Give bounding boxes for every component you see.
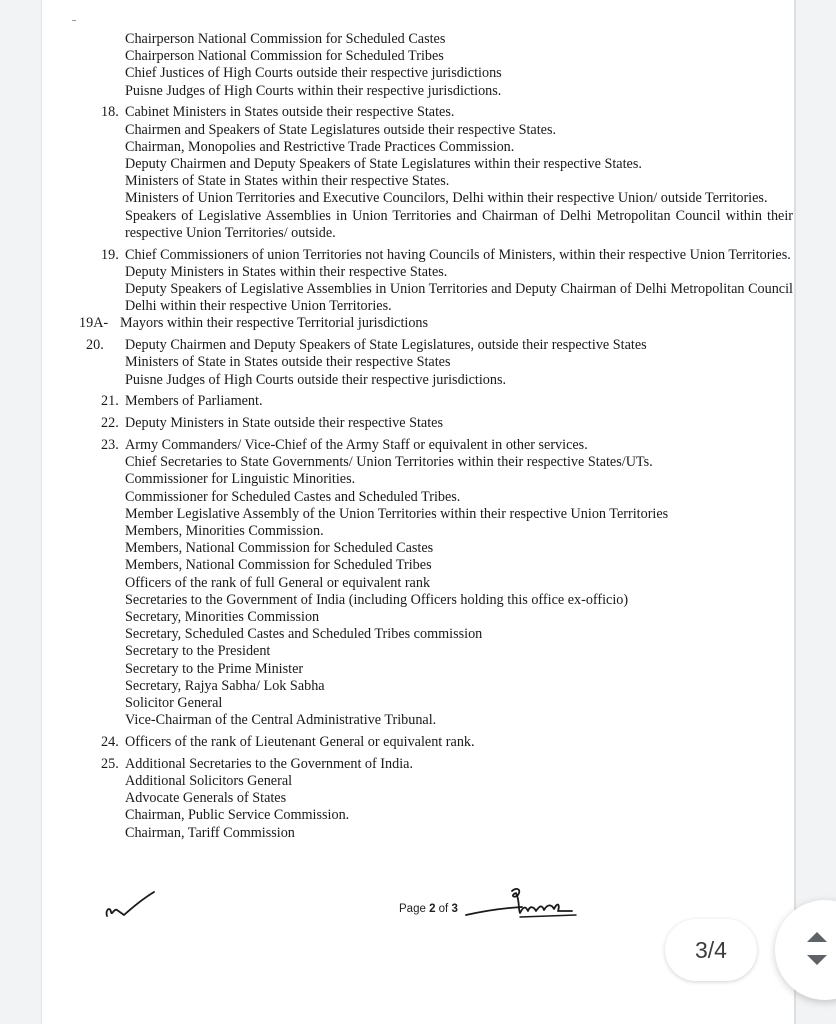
list-line: Officers of the rank of Lieutenant General or equivalent rank.: [125, 734, 475, 751]
list-line: Chairman, Public Service Commission.: [125, 807, 350, 824]
entry-number: 23.: [101, 437, 119, 454]
entry-19a: [42, 315, 794, 332]
list-line: Member Legislative Assembly of the Union Territories within their respective Union Territories: [125, 505, 669, 522]
entry-number: 22.: [101, 415, 119, 432]
document-body: [42, 31, 794, 842]
list-line: Speakers of Legislative Assemblies in Union Territories and Chairman of Delhi Metropolitan Council within their respective Union Territories/ outside.: [125, 207, 793, 241]
list-line: Commissioner for Scheduled Castes and Scheduled Tribes.: [125, 488, 461, 505]
list-line: Solicitor General: [125, 695, 223, 712]
list-line: Members, National Commission for Scheduled Castes: [125, 540, 434, 557]
page-counter-badge: [665, 919, 757, 981]
list-line: Secretary, Scheduled Castes and Scheduled Tribes commission: [125, 626, 483, 643]
list-line: Commissioner for Linguistic Minorities.: [125, 471, 356, 488]
officer-signature: [464, 883, 584, 925]
page-current: 2: [429, 903, 436, 915]
document-page: [41, 0, 796, 1024]
page-mid: of: [435, 903, 452, 915]
entry-number: 21.: [101, 393, 119, 410]
list-line: Secretary to the President: [125, 643, 271, 660]
list-line: Secretary, Rajya Sabha/ Lok Sabha: [125, 677, 325, 694]
stray-mark: [72, 20, 76, 21]
list-line: Puisne Judges of High Courts outside their respective jurisdictions.: [125, 371, 507, 388]
entry-20: [42, 337, 794, 389]
list-line: Chairperson National Commission for Scheduled Tribes: [125, 48, 444, 65]
arrow-up-icon: [807, 932, 827, 942]
list-line: Deputy Ministers in States within their respective States.: [125, 263, 448, 280]
list-line: Deputy Chairmen and Deputy Speakers of State Legislatures within their respective States.: [125, 156, 642, 173]
entry-number: 20.: [86, 337, 104, 354]
list-line: Chief Justices of High Courts outside their respective jurisdictions: [125, 65, 502, 82]
entry-number: 25.: [101, 755, 119, 772]
list-line: Ministers of State in States outside their respective States: [125, 354, 451, 371]
list-line: Chairmen and Speakers of State Legislatures outside their respective States.: [125, 121, 557, 138]
list-line: Secretary, Minorities Commission: [125, 609, 320, 626]
page-counter-text: 3/4: [695, 936, 727, 963]
list-line: Deputy Ministers in State outside their respective States: [125, 415, 443, 432]
list-line: Members, National Commission for Scheduled Tribes: [125, 557, 432, 574]
entry-24: [42, 734, 794, 751]
list-line: Deputy Chairmen and Deputy Speakers of State Legislatures, outside their respective States: [125, 337, 647, 354]
list-line: Cabinet Ministers in States outside their respective States.: [125, 104, 455, 121]
list-line: Chief Secretaries to State Governments/ Union Territories within their respective States/UTs.: [125, 454, 653, 471]
list-line: Chairman, Monopolies and Restrictive Trade Practices Commission.: [125, 138, 515, 155]
page-prefix: Page: [399, 903, 430, 915]
list-line: Mayors within their respective Territorial jurisdictions: [120, 315, 429, 332]
list-line: Chairman, Tariff Commission: [125, 824, 295, 841]
entry-25: [42, 756, 794, 842]
list-line: Members, Minorities Commission.: [125, 523, 324, 540]
initials-signature: [102, 888, 162, 924]
entry-number: 18.: [101, 104, 119, 121]
list-line: Ministers of Union Territories and Executive Councilors, Delhi within their respective Union/ outside Territories.: [125, 190, 768, 207]
list-line: Army Commanders/ Vice-Chief of the Army Staff or equivalent in other services.: [125, 437, 588, 454]
list-line: Officers of the rank of full General or equivalent rank: [125, 574, 431, 591]
entry-21: [42, 393, 794, 410]
list-line: Chief Commissioners of union Territories not having Councils of Ministers, within their respective Union Territories.: [125, 246, 791, 263]
arrow-down-icon: [807, 955, 827, 965]
list-line: Advocate Generals of States: [125, 790, 287, 807]
entry-number: 19.: [101, 246, 119, 263]
list-line: Members of Parliament.: [125, 393, 263, 410]
entry-22: [42, 415, 794, 432]
entry-number: 24.: [101, 734, 119, 751]
page-number-label: [399, 903, 458, 915]
list-line: Ministers of State in States within their respective States.: [125, 173, 450, 190]
entry-number: 19A-: [79, 315, 109, 332]
list-line: Additional Solicitors General: [125, 773, 293, 790]
list-line: Vice-Chairman of the Central Administrative Tribunal.: [125, 712, 437, 729]
list-line: Secretary to the Prime Minister: [125, 660, 304, 677]
entry-19: [42, 247, 794, 316]
entry-18: [42, 104, 794, 242]
page-total: 3: [451, 903, 458, 915]
list-line: Puisne Judges of High Courts within their respective jurisdictions.: [125, 82, 502, 99]
list-line: Secretaries to the Government of India (including Officers holding this office ex-officio): [125, 591, 629, 608]
entry-23: [42, 437, 794, 729]
list-line: Additional Secretaries to the Government of India.: [125, 755, 413, 772]
list-line: Chairperson National Commission for Scheduled Castes: [125, 31, 446, 47]
continuation-block: [42, 31, 794, 100]
list-line: Deputy Speakers of Legislative Assemblies in Union Territories and Deputy Chairman of Delhi Metropolitan Council Delhi within their respective Union Territories.: [125, 281, 793, 315]
